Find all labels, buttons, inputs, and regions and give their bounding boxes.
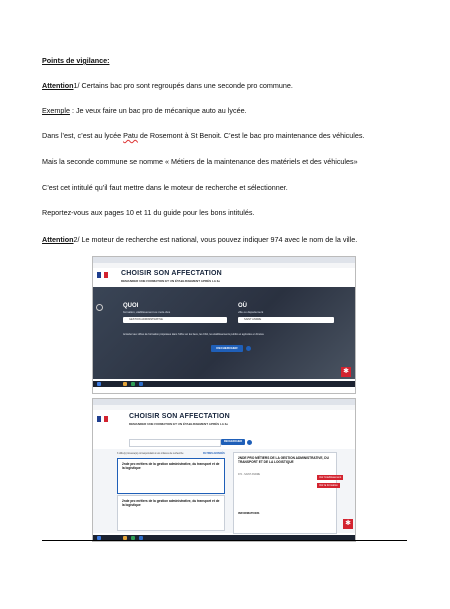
what-label: QUOI: [123, 303, 139, 309]
search-button-2[interactable]: RECHERCHER: [221, 439, 245, 445]
paragraph-1: [42, 81, 293, 90]
paragraph-2-text: : Je veux faire un bac pro de mécanique auto au lycée.: [69, 106, 247, 115]
home-icon[interactable]: [96, 304, 103, 311]
folder-icon[interactable]: [123, 382, 127, 386]
paragraph-3: [42, 131, 364, 140]
search-button[interactable]: RECHERCHER: [211, 345, 243, 352]
establishment-pill[interactable]: Voir l'établissement: [319, 476, 342, 479]
paragraph-5: C’est cet intitulé qu’il faut mettre dans le moteur de recherche et sélectionner.: [42, 183, 288, 192]
paragraph-1-text: 1/ Certains bac pro sont regroupés dans une seconde pro commune.: [73, 81, 293, 90]
site-title: CHOISIR SON AFFECTATION: [121, 270, 222, 277]
example-label: Exemple: [42, 106, 70, 115]
paragraph-2: [42, 106, 247, 115]
paragraph-3-text-b: de Rosemont à St Benoit. C’est le bac pro maintenance des véhicules.: [137, 131, 365, 140]
paragraph-6: Reportez-vous aux pages 10 et 11 du guide pour les bons intitulés.: [42, 208, 255, 217]
results-count: 3 offre(s) trouvée(s) correspondant à vos critères de recherche: [117, 452, 184, 455]
flag-badge-icon: ✱: [341, 367, 351, 377]
misspelled-word: Patu: [123, 131, 138, 140]
info-icon[interactable]: [246, 346, 251, 351]
search-field-compact[interactable]: [129, 439, 221, 447]
word-icon[interactable]: [139, 382, 143, 386]
what-sublabel: formation, établissement ou mots-clés: [123, 310, 171, 314]
windows-icon[interactable]: [97, 382, 101, 386]
search-hint: Accédez aux offres de formation proposées dans l'offre sur les lieux, les CFA, les établissements publics et agricoles en France: [123, 333, 264, 336]
result-card[interactable]: [117, 458, 225, 494]
search-hero: [93, 287, 355, 379]
screenshot-results-page: [92, 398, 356, 542]
where-sublabel: ville ou département: [238, 310, 264, 314]
formation-pill[interactable]: Voir la formation: [319, 484, 338, 487]
info-icon-2[interactable]: [247, 440, 252, 445]
site-header-2: [93, 410, 355, 426]
where-input[interactable]: SAINT ANDRE: [238, 317, 334, 323]
detail-panel: [233, 452, 337, 534]
advanced-filters-link[interactable]: FILTRES AVANCÉS: [203, 452, 225, 455]
what-input[interactable]: GESTION ADMINISTRATIVE: [123, 317, 227, 323]
attention-label-2: Attention: [42, 235, 74, 244]
flag-badge-icon-2: ✱: [343, 519, 353, 529]
results-area: [93, 449, 355, 533]
attention-label: Attention: [42, 81, 74, 90]
heading: Points de vigilance:: [42, 56, 110, 65]
chrome-icon[interactable]: [131, 382, 135, 386]
taskbar: [93, 381, 355, 387]
result-card[interactable]: [117, 495, 225, 531]
result-title: 2nde pro métiers de la gestion administrative, du transport et de la logistique: [122, 499, 220, 507]
republic-logo-icon: [97, 272, 108, 278]
paragraph-7-text: 2/ Le moteur de recherche est national, vous pouvez indiquer 974 avec le nom de la ville.: [73, 235, 358, 244]
page-bottom-rule: [42, 540, 407, 541]
detail-title: 2NDE PRO MÉTIERS DE LA GESTION ADMINISTRATIVE, DU TRANSPORT ET DE LA LOGISTIQUE: [238, 456, 329, 464]
result-title: 2nde pro métiers de la gestion administrative, du transport et de la logistique: [122, 462, 220, 470]
site-header: [93, 268, 355, 284]
paragraph-4: Mais la seconde commune se nomme « Métiers de la maintenance des matériels et des véhicules»: [42, 157, 358, 166]
info-heading: INFORMATIONS: [238, 511, 260, 515]
detail-place: 974 - SAINT ANDRE: [238, 473, 261, 476]
site-subtitle-2: DEMANDER UNE FORMATION ET UN ÉTABLISSEMENT APRÈS LA 3e: [129, 422, 229, 426]
republic-logo-icon-2: [97, 416, 108, 422]
where-label: OÙ: [238, 303, 247, 309]
site-subtitle: DEMANDER UNE FORMATION ET UN ÉTABLISSEMENT APRÈS LA 3e: [121, 279, 221, 283]
paragraph-3-text-a: Dans l’est, c’est au lycée: [42, 131, 124, 140]
screenshot-search-page: [92, 256, 356, 394]
paragraph-7: [42, 235, 357, 244]
site-title-2: CHOISIR SON AFFECTATION: [129, 413, 230, 420]
